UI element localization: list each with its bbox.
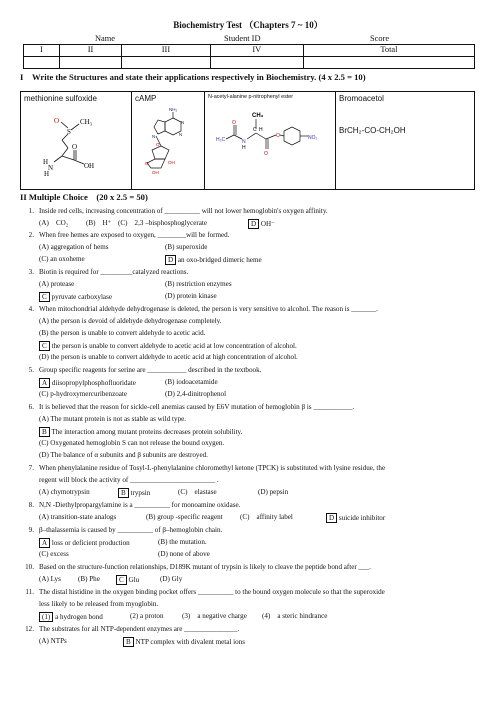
question-text: β–thalassemia is caused by __________ of β–hemoglobin chain. xyxy=(39,526,223,534)
question-text: Biotin is required for _________catalyzed reactions. xyxy=(39,268,189,276)
option-b[interactable]: B trypsin xyxy=(118,488,150,498)
option-c[interactable]: C pyruvate carboxylase xyxy=(39,292,112,302)
score-cell-total[interactable] xyxy=(303,57,474,69)
atom-acetyl-methyl: H₃C xyxy=(216,136,226,143)
question-text: It is believed that the reason for sickle-cell anemias caused by E6V mutation of hemoglobin β is ___________. xyxy=(39,403,355,411)
option-c[interactable]: (C) 2,3 –bisphosphoglycerate xyxy=(118,219,208,227)
structure-cell-methionine-sulfoxide xyxy=(21,92,132,190)
question-12: 12. The substrates for all NTP-dependent enzymes are _______________. xyxy=(25,625,240,633)
option-d[interactable]: (D) the person is unable to convert aldehyde to acetic acid at high concentration of alcohol. xyxy=(39,353,298,361)
camp-structure xyxy=(135,106,201,180)
option-a[interactable]: (A) The mutant protein is not as stable as wild type. xyxy=(39,415,187,423)
option-a[interactable]: (A) CO₂ xyxy=(39,219,69,227)
question-5: 5. Group specific reagents for serine are ___________ described in the textbook. xyxy=(28,366,262,374)
option-4[interactable]: (4) a steric hindrance xyxy=(262,612,328,620)
atom-ring-oxygen: O xyxy=(156,142,160,147)
question-text: When mitochondrial aldehyde dehydrogenase is deleted, the person is very sensitive to alcohol. The reason is _______. xyxy=(39,305,378,313)
section-2-heading: II Multiple Choice (20 x 2.5 = 50) xyxy=(20,192,148,202)
atom-hydrogen: H xyxy=(43,158,49,166)
selected-answer-box: C xyxy=(39,341,50,351)
question-11: 11. The distal histidine in the oxygen binding pocket offers __________ to the bound oxygen molecule so that the superoxide xyxy=(25,588,385,596)
selected-answer-box: D xyxy=(248,219,259,229)
atom-carbonyl-oxygen: O xyxy=(72,143,78,151)
option-a[interactable]: A diisopropylphosphofluoridate xyxy=(39,378,136,388)
atom-n9: N xyxy=(152,134,156,139)
selected-answer-box: A xyxy=(39,538,50,548)
option-c[interactable]: (C) Oxygenated hemoglobin S can not release the bound oxygen. xyxy=(39,439,225,447)
atom-oxygen: O xyxy=(54,117,60,125)
structure-label: cAMP xyxy=(135,94,157,103)
atom-nitro: NO₂ xyxy=(308,134,318,141)
methionine-sulfoxide-structure xyxy=(24,106,124,180)
atom-sugar-oh: OH xyxy=(168,160,175,165)
option-d[interactable]: (D) protein kinase xyxy=(165,292,217,300)
option-a[interactable]: (A) NTPs xyxy=(39,637,67,645)
option-d[interactable]: (D) Gly xyxy=(160,575,183,583)
question-11-continued: less likely to be released from myoglobin. xyxy=(39,600,159,608)
option-2[interactable]: (2) a proton xyxy=(130,612,164,620)
selected-answer-box: D xyxy=(165,255,176,265)
selected-answer-box: A xyxy=(39,378,50,388)
atom-ester-oxygen: O xyxy=(276,132,280,139)
question-text: When free hemes are exposed to oxygen, ________will be formed. xyxy=(39,231,230,239)
question-1: 1. Inside red cells, increasing concentration of __________ will not lower hemoglobin's oxygen affinity. xyxy=(28,207,328,215)
option-d[interactable]: D OH⁻ xyxy=(248,219,275,229)
question-9: 9. β–thalassemia is caused by __________ of β–hemoglobin chain. xyxy=(28,526,223,534)
atom-methyl: CH₃ xyxy=(80,118,93,126)
option-c[interactable]: (C) an oxoheme xyxy=(39,255,85,263)
option-d[interactable]: (D) The balance of α subunits and β subunits are destroyed. xyxy=(39,451,208,459)
option-a[interactable]: (A) aggregation of hems xyxy=(39,243,109,251)
option-c[interactable]: (C) excess xyxy=(39,550,69,558)
section-1-heading: I Write the Structures and state their applications respectively in Biochemistry. (4 x 2.5 = 10) xyxy=(20,72,366,82)
option-b[interactable]: (B) Phe xyxy=(78,575,100,583)
option-d[interactable]: (D) pepsin xyxy=(258,488,289,496)
option-d[interactable]: (D) none of above xyxy=(158,550,210,558)
score-header-3: III xyxy=(122,45,211,57)
question-4: 4. When mitochondrial aldehyde dehydrogenase is deleted, the person is very sensitive to alcohol. The reason is _______. xyxy=(28,305,378,313)
option-b[interactable]: (B) iodoacetamide xyxy=(165,378,218,386)
question-2: 2. When free hemes are exposed to oxygen, ________will be formed. xyxy=(28,231,230,239)
question-6: 6. It is believed that the reason for sickle-cell anemias caused by E6V mutation of hemoglobin β is ___________. xyxy=(28,403,355,411)
selected-answer-box: (1) xyxy=(39,612,53,622)
score-header-total: Total xyxy=(303,45,474,57)
score-cell-2[interactable] xyxy=(59,57,121,69)
atom-hydrogen-2: H xyxy=(44,170,50,178)
score-table xyxy=(23,44,475,69)
exam-title: Biochemistry Test （Chapters 7 ~ 10） xyxy=(173,20,323,30)
atom-n1: N xyxy=(181,120,185,125)
option-d[interactable]: D suicide inhibitor xyxy=(326,513,385,523)
score-cell-3[interactable] xyxy=(122,57,211,69)
option-b[interactable]: (B) H⁺ xyxy=(86,219,112,227)
score-header-4: IV xyxy=(210,45,303,57)
selected-answer-box: D xyxy=(326,513,337,523)
option-c[interactable]: C Glu xyxy=(116,575,139,585)
selected-answer-box: C xyxy=(116,575,127,585)
atom-ester-carbonyl: O xyxy=(264,150,268,157)
option-c[interactable]: C the person is unable to convert aldehyde to acetic acid at low concentration of alcohol. xyxy=(39,341,297,351)
option-a[interactable]: (A) transition-state analogs xyxy=(39,513,117,521)
atom-sulfur: S xyxy=(67,128,71,136)
selected-answer-box: C xyxy=(39,292,50,302)
structure-cell-n-acetyl-alanine-ester xyxy=(205,92,336,190)
structure-table xyxy=(20,91,475,190)
bromoacetol-formula: BrCH₂-CO-CH₂OH xyxy=(339,126,406,135)
question-7-continued: regent will block the activity of ________________________ . xyxy=(39,476,219,484)
atom-phosphate-oh: OH xyxy=(152,170,159,175)
atom-nitrogen: N xyxy=(48,164,54,172)
option-b[interactable]: (B) the person is unable to convert aldehyde to acetic acid. xyxy=(39,329,206,337)
option-a[interactable]: A loss or deficient production xyxy=(39,538,130,548)
option-b[interactable]: B NTP complex with divalent metal ions xyxy=(123,637,245,647)
option-d[interactable]: D an oxo-bridged dimeric heme xyxy=(165,255,262,265)
option-a[interactable]: (A) chymotrypsin xyxy=(39,488,90,496)
option-c[interactable]: (C) affinity label xyxy=(240,513,293,521)
question-text: The substrates for all NTP-dependent enzymes are _______________. xyxy=(39,625,240,633)
option-b[interactable]: (B) superoxide xyxy=(165,243,208,251)
question-text: Based on the structure-function relationships, D189K mutant of trypsin is likely to cleave the peptide bond after ___. xyxy=(39,563,371,571)
question-text: Inside red cells, increasing concentration of __________ will not lower hemoglobin's oxygen affinity. xyxy=(39,207,328,215)
atom-amide-hydrogen: H xyxy=(242,144,246,151)
score-header-2: II xyxy=(59,45,121,57)
option-b[interactable]: B The interaction among mutant proteins decreases protein solubility. xyxy=(39,427,242,437)
question-text: The distal histidine in the oxygen binding pocket offers __________ to the bound oxygen molecule so that the superoxide xyxy=(39,588,385,596)
atom-amide-nitrogen: N xyxy=(242,138,246,145)
option-c[interactable]: (C) elastase xyxy=(178,488,217,496)
n-acetyl-alanine-ester-structure xyxy=(208,103,332,177)
atom-acetyl-oxygen: O xyxy=(232,119,236,126)
question-text: N,N -Diethylpropargylamine is a __________ for monoamine oxidase. xyxy=(39,501,241,509)
structure-cell-camp xyxy=(132,92,205,190)
option-b[interactable]: (B) group -specific reagent xyxy=(146,513,223,521)
atom-hydroxyl: OH xyxy=(84,162,95,170)
question-3: 3. Biotin is required for _________catalyzed reactions. xyxy=(28,268,189,276)
option-b[interactable]: (B) restriction enzymes xyxy=(165,280,232,288)
structure-label: methionine sulfoxide xyxy=(24,94,97,103)
option-b[interactable]: (B) the mutation. xyxy=(158,538,207,546)
structure-cell-bromoacetol xyxy=(336,92,475,190)
atom-alpha-hydrogen: H xyxy=(259,126,263,133)
atom-phosphate-oxygen: O xyxy=(145,161,149,166)
question-text: When phenylalanine residue of Tosyl-L-phenylalanine chloromethyl ketone (TPCK) is substituted with lysine residue, the xyxy=(39,464,386,472)
atom-alpha-carbon: C xyxy=(253,126,257,133)
atom-n3: N xyxy=(179,132,183,137)
score-cell-1[interactable] xyxy=(24,57,60,69)
option-c[interactable]: (C) p-hydroxymercuribenzoate xyxy=(39,390,128,398)
question-text: Group specific reagents for serine are ___________ described in the textbook. xyxy=(39,366,262,374)
score-header-1: I xyxy=(24,45,60,57)
student-id-label: Student ID xyxy=(224,34,261,43)
atom-methyl: CH₃ xyxy=(252,112,264,119)
structure-label: Bromoacetol xyxy=(339,94,384,103)
score-label: Score xyxy=(370,34,390,43)
selected-answer-box: B xyxy=(123,637,134,647)
question-7: 7. When phenylalanine residue of Tosyl-L-phenylalanine chloromethyl ketone (TPCK) is substituted with lysine residue, the xyxy=(28,464,386,472)
option-a[interactable]: (A) protease xyxy=(39,280,75,288)
option-a[interactable]: (A) Lys xyxy=(39,575,61,583)
selected-answer-box: B xyxy=(118,488,129,498)
question-10: 10. Based on the structure-function relationships, D189K mutant of trypsin is likely to cleave the peptide bond after ___. xyxy=(25,563,371,571)
question-8: 8. N,N -Diethylpropargylamine is a __________ for monoamine oxidase. xyxy=(28,501,241,509)
option-a[interactable]: (A) the person is devoid of aldehyde dehydrogenase completely. xyxy=(39,317,222,325)
structure-label: N-acetyl-alanine p-nitrophenyl ester xyxy=(208,94,294,100)
name-label: Name xyxy=(95,34,115,43)
atom-amine: NH₂ xyxy=(169,107,178,112)
option-1[interactable]: (1) a hydrogen bond xyxy=(39,612,103,622)
selected-answer-box: B xyxy=(39,427,50,437)
option-3[interactable]: (3) a negative charge xyxy=(182,612,247,620)
option-d[interactable]: (D) 2,4-dinitrophenol xyxy=(165,390,227,398)
score-cell-4[interactable] xyxy=(210,57,303,69)
